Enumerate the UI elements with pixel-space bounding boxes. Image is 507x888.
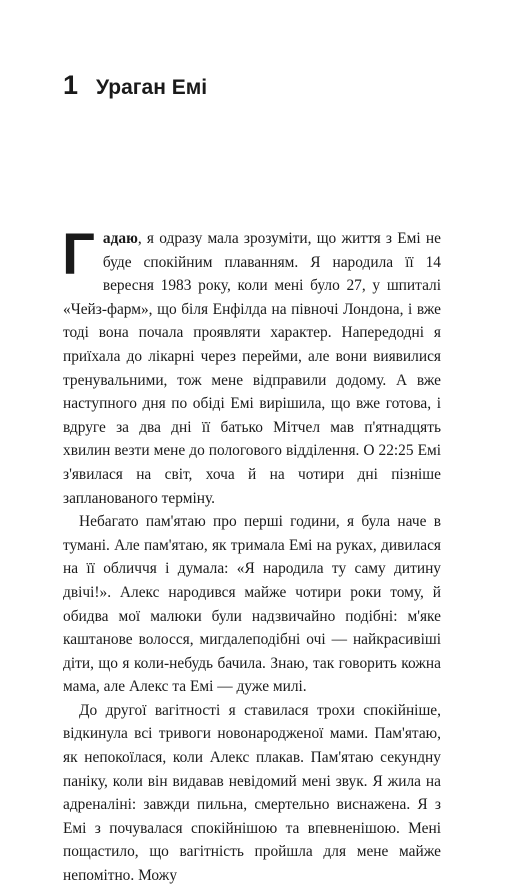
paragraph-3: До другої вагітності я ставилася трохи спокійніше, відкинула всі тривоги новонародженої мами. Пам'ятаю, як непокоїлася, коли Алекс плакав. Пам'ятаю секундну паніку, коли він видавав невідомий мені звук. Я жила на адреналіні: завжди пильна, смертельно виснажена. Я з Емі з почувалася спокійнішою та впевненішою. Мені пощастило, що вагітність пройшла для мене майже непомітно. Можу [63,701,441,885]
paragraph-1 [62,222,441,510]
chapter-heading [63,70,207,101]
lead-word: адаю [102,230,138,247]
chapter-body [62,222,441,888]
drop-cap: Г [62,222,95,287]
chapter-title: Ураган Емі [96,76,208,99]
chapter-number: 1 [63,70,79,100]
paragraph-1-text: , я одразу мала зрозуміти, що життя з Емі не буде спокійним плаванням. Я народила її 14 вересня 1983 року, коли мені було 27, у шпиталі «Чейз-фарм», що біля Енфілда на півночі Лондона, і вже тоді вона почала проявляти характер. Напередодні я приїхала до лікарні через перейми, але вони виявилися тренувальними, тож мене відправили додому. А вже наступного дня по обіді Емі вирішила, що вже готова, і вдруге за два дні її батько Мітчел мав п'ятнадцять хвилин везти мене до пологового відділення. О 22:25 Емі з'явилася на світ, хоча й на чотири дні пізніше запланованого терміну. [63,230,441,507]
paragraph-2: Небагато пам'ятаю про перші години, я була наче в тумані. Але пам'ятаю, як тримала Емі на руках, дивилася на її обличчя і думала: «Я народила ту саму дитину двічі!». Алекс народився майже чотири роки тому, й обидва мої малюки були надзвичайно подібні: м'яке каштанове волосся, мигдалеподібні очі — найкрасивіші діти, що я коли-небудь бачила. Знаю, так говорить кожна мама, але Алекс та Емі — дуже милі. [63,513,441,696]
